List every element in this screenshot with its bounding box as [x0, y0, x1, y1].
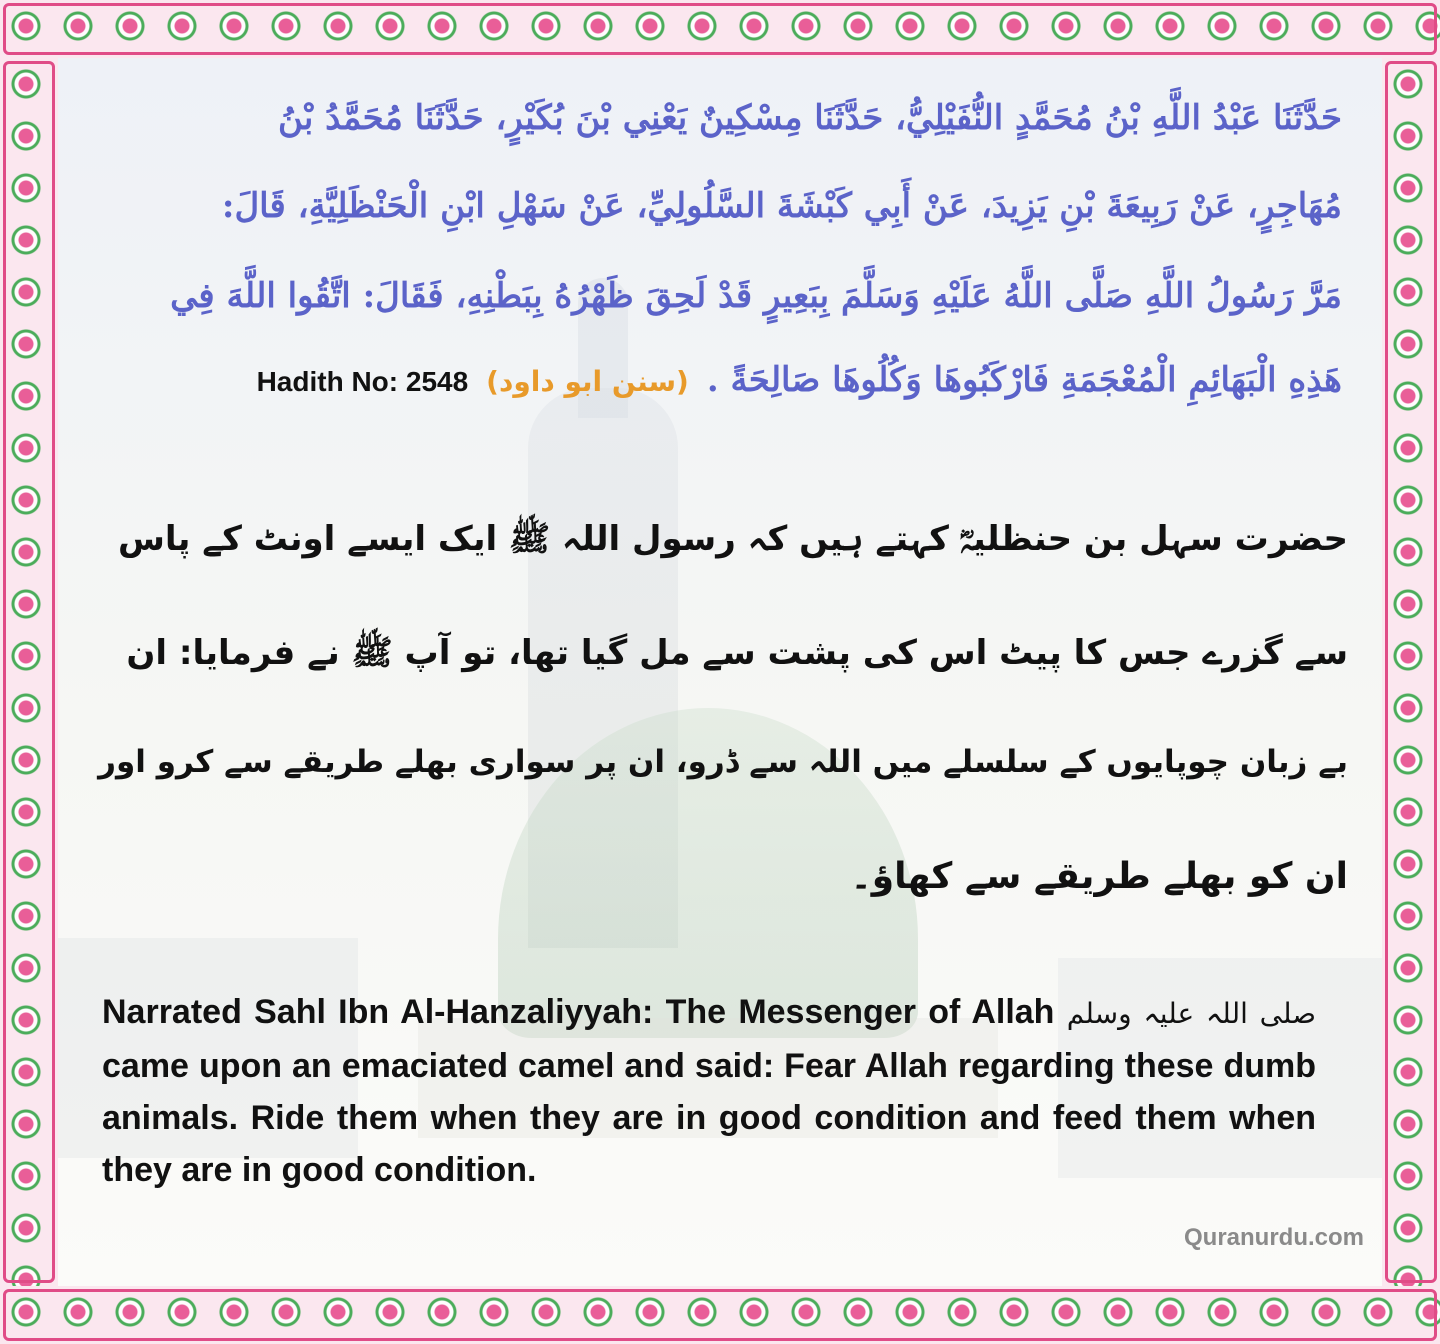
content-panel — [58, 58, 1382, 1286]
arabic-line-4-row — [257, 360, 1342, 400]
urdu-line-2: سے گزرے جس کا پیٹ اس کی پشت سے مل گیا تھا، تو آپ ﷺ نے فرمایا: ان — [126, 633, 1348, 673]
urdu-line-4: ان کو بھلے طریقے سے کھاؤ۔ — [850, 856, 1348, 897]
arabic-line-2: مُهَاجِرٍ، عَنْ رَبِيعَةَ بْنِ يَزِيدَ، عَنْ أَبِي كَبْشَةَ السَّلُولِيِّ، عَنْ سَهْلِ ابْنِ الْحَنْظَلِيَّةِ، قَالَ: — [221, 186, 1342, 226]
source-label: (سنن ابو داود) — [486, 365, 689, 398]
arabic-line-3: مَرَّ رَسُولُ اللَّهِ صَلَّى اللَّهُ عَلَيْهِ وَسَلَّمَ بِبَعِيرٍ قَدْ لَحِقَ ظَهْرُهُ بِبَطْنِهِ، فَقَالَ: اتَّقُوا اللَّهَ فِي — [170, 276, 1342, 316]
floral-border-bottom — [0, 1286, 1440, 1344]
floral-border-right — [1382, 58, 1440, 1286]
salawat-text: صلی اللہ علیہ وسلم — [1066, 997, 1316, 1030]
urdu-line-1: حضرت سہل بن حنظلیہؓ کہتے ہیں کہ رسول اللہ ﷺ ایک ایسے اونٹ کے پاس — [117, 519, 1348, 559]
english-part-2: came upon an emaciated camel and said: Fear Allah regarding these dumb animals. Ride them when they are in good condition and feed them when they are in good condition. — [102, 1047, 1316, 1189]
floral-border-left — [0, 58, 58, 1286]
english-translation — [102, 986, 1316, 1196]
english-part-1: Narrated Sahl Ibn Al-Hanzaliyyah: The Messenger of Allah — [102, 993, 1055, 1031]
hadith-number: Hadith No: 2548 — [256, 366, 469, 397]
arabic-line-4: هَذِهِ الْبَهَائِمِ الْمُعْجَمَةِ فَارْكَبُوهَا وَكُلُوهَا صَالِحَةً . — [706, 360, 1342, 400]
arabic-line-1: حَدَّثَنَا عَبْدُ اللَّهِ بْنُ مُحَمَّدٍ النُّفَيْلِيُّ، حَدَّثَنَا مِسْكِينٌ يَعْنِي بْنَ بُكَيْرٍ، حَدَّثَنَا مُحَمَّدُ بْنُ — [277, 98, 1342, 138]
floral-border-top — [0, 0, 1440, 58]
urdu-line-3: بے زبان چوپایوں کے سلسلے میں اللہ سے ڈرو، ان پر سواری بھلے طریقے سے کرو اور — [98, 744, 1348, 780]
site-watermark: Quranurdu.com — [1183, 1224, 1364, 1251]
